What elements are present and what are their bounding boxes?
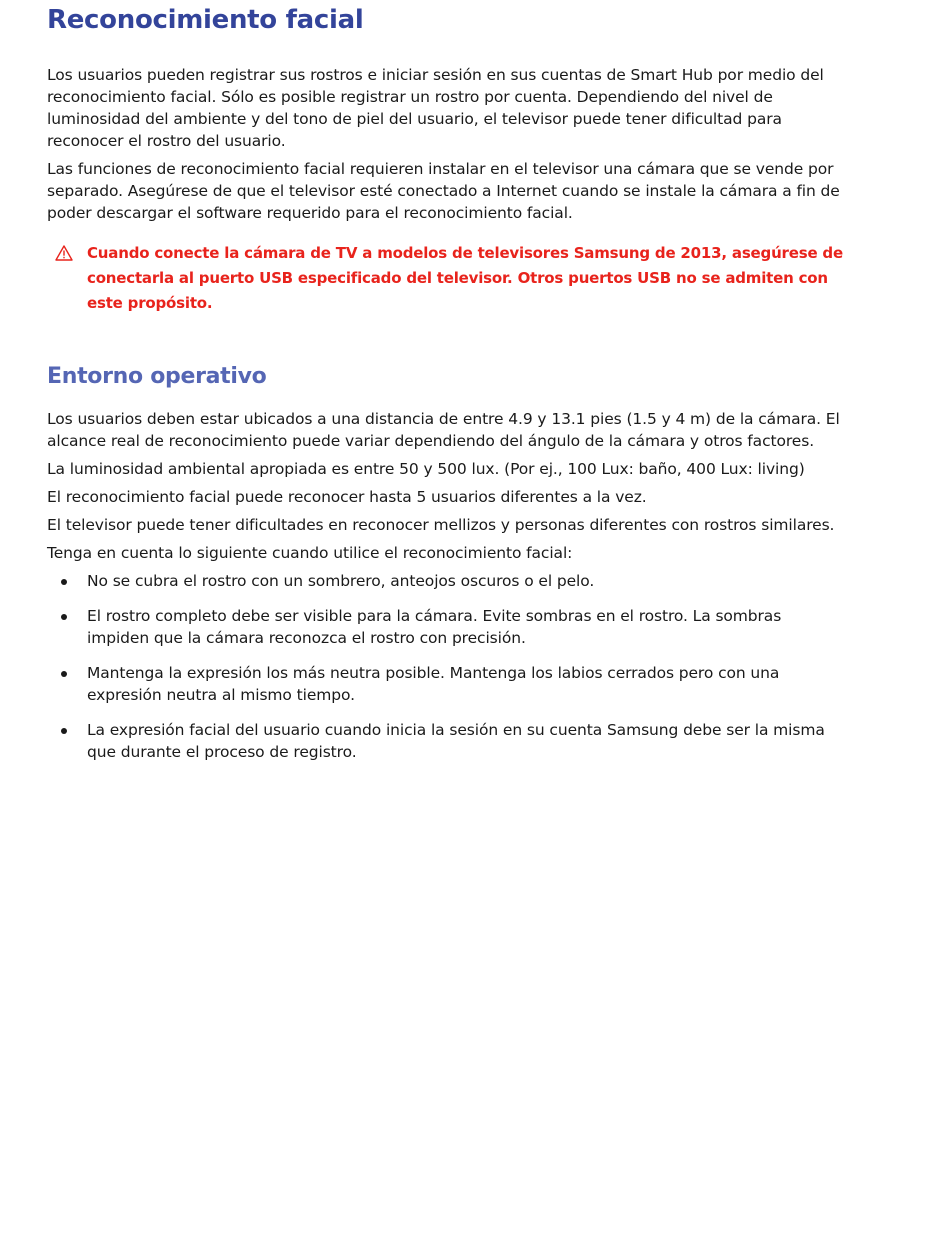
distance-paragraph: Los usuarios deben estar ubicados a una distancia de entre 4.9 y 13.1 pies (1.5 y 4 m) de la cámara. El alcance real de reconocimiento puede variar dependiendo del ángulo de la cámara y otros factores. <box>47 410 840 450</box>
list-item-text: El rostro completo debe ser visible para la cámara. Evite sombras en el rostro. La sombras impiden que la cámara reconozca el rostro con precisión. <box>87 607 782 647</box>
list-item <box>47 570 847 592</box>
camera-requirement-paragraph: Las funciones de reconocimiento facial requieren instalar en el televisor una cámara que se vende por separado. Asegúrese de que el televisor esté conectado a Internet cuando se instale la cámara a fin de poder descargar el software requerido para el reconocimiento facial. <box>47 160 840 222</box>
bullet-dot-icon <box>61 671 67 677</box>
luminosity-paragraph: La luminosidad ambiental apropiada es entre 50 y 500 lux. (Por ej., 100 Lux: baño, 400 Lux: living) <box>47 460 805 478</box>
list-item-text: La expresión facial del usuario cuando inicia la sesión en su cuenta Samsung debe ser la misma que durante el proceso de registro. <box>87 721 825 761</box>
document-page <box>47 0 847 776</box>
bullet-dot-icon <box>61 728 67 734</box>
list-item-text: Mantenga la expresión los más neutra posible. Mantenga los labios cerrados pero con una expresión neutra al mismo tiempo. <box>87 664 780 704</box>
bullet-dot-icon <box>61 614 67 620</box>
list-item <box>47 662 847 706</box>
warning-triangle-icon <box>55 245 73 261</box>
considerations-list <box>47 570 847 763</box>
considerations-intro: Tenga en cuenta lo siguiente cuando utilice el reconocimiento facial: <box>47 544 573 562</box>
page-title: Reconocimiento facial <box>47 5 364 35</box>
warning-text: Cuando conecte la cámara de TV a modelos de televisores Samsung de 2013, asegúrese de conectarla al puerto USB especificado del televisor. Otros puertos USB no se admiten con este propósito. <box>87 244 843 312</box>
section-title-entorno: Entorno operativo <box>47 364 267 389</box>
twins-paragraph: El televisor puede tener dificultades en reconocer mellizos y personas diferentes con rostros similares. <box>47 516 835 534</box>
list-item <box>47 719 847 763</box>
list-item <box>47 605 847 649</box>
users-limit-paragraph: El reconocimiento facial puede reconocer hasta 5 usuarios diferentes a la vez. <box>47 488 647 506</box>
list-item-text: No se cubra el rostro con un sombrero, anteojos oscuros o el pelo. <box>87 572 595 590</box>
warning-note <box>47 241 847 316</box>
bullet-dot-icon <box>61 579 67 585</box>
intro-paragraph: Los usuarios pueden registrar sus rostros e iniciar sesión en sus cuentas de Smart Hub por medio del reconocimiento facial. Sólo es posible registrar un rostro por cuenta. Dependiendo del nivel de luminosidad del ambiente y del tono de piel del usuario, el televisor puede tener dificultad para reconocer el rostro del usuario. <box>47 66 824 150</box>
